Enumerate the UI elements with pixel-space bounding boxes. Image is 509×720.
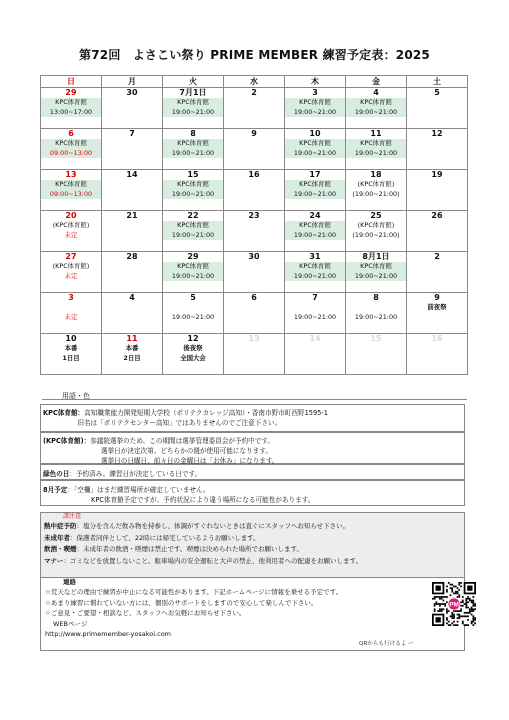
day-detail-line: 19:00~21:00 xyxy=(354,312,398,321)
day-number: 16 xyxy=(248,170,260,179)
day-number: 29 xyxy=(65,88,77,97)
notes-heat-label: 熱中症予防 xyxy=(44,522,77,530)
day-number: 13 xyxy=(248,334,260,343)
day-detail-line xyxy=(346,303,406,313)
contact-title: 連絡 xyxy=(63,578,76,586)
day-detail-line: (19:00~21:00) xyxy=(352,230,400,239)
day-detail-line: 19:00~21:00 xyxy=(346,108,406,118)
day-number: 8 xyxy=(190,129,196,138)
day-number: 20 xyxy=(65,211,77,220)
weekday-thu: 木 xyxy=(285,76,346,88)
day-detail-line: 本番 xyxy=(64,344,78,352)
legend-aug-text2: KPC体育館予定ですが、予約状況により違う場所になる可能性があります。 xyxy=(91,496,315,504)
notes-heat xyxy=(41,521,464,533)
day-number: 12 xyxy=(431,129,443,138)
calendar-day-cell xyxy=(163,211,224,252)
day-detail-line: KPC体育館 xyxy=(285,139,345,149)
calendar-day-cell xyxy=(41,88,102,129)
day-detail-line: KPC体育館 xyxy=(346,262,406,272)
day-detail-line: (KPC体育館) xyxy=(52,262,90,270)
calendar-day-cell xyxy=(163,293,224,334)
calendar-week-row xyxy=(41,252,468,293)
day-number: 6 xyxy=(68,129,74,138)
notes-box xyxy=(40,512,465,578)
day-number: 2 xyxy=(434,252,440,261)
calendar-table xyxy=(40,75,468,375)
calendar-day-cell xyxy=(41,252,102,293)
day-detail-line: KPC体育館 xyxy=(41,98,101,108)
day-number: 18 xyxy=(370,170,382,179)
calendar-day-cell xyxy=(163,252,224,293)
notes-minor-label: 未成年者 xyxy=(44,533,70,542)
day-number: 25 xyxy=(370,211,382,220)
notes-drink xyxy=(41,544,464,556)
day-number: 17 xyxy=(309,170,321,179)
day-detail-line: 前夜祭 xyxy=(427,303,447,311)
calendar-day-cell xyxy=(224,170,285,211)
day-detail-line: 19:00~21:00 xyxy=(346,149,406,159)
calendar-day-cell xyxy=(41,293,102,334)
weekday-wed: 水 xyxy=(224,76,285,88)
calendar-day-cell xyxy=(102,252,163,293)
day-detail-line: 19:00~21:00 xyxy=(171,312,215,321)
day-number: 7 xyxy=(129,129,135,138)
day-number: 3 xyxy=(68,293,74,302)
weekday-sun: 日 xyxy=(41,76,102,88)
day-number: 19 xyxy=(431,170,443,179)
legend-paren-text2: 選挙日が決定次第、どちらかの週が使用可能になります。 xyxy=(101,447,272,455)
notes-heat-text: ：塩分を含んだ飲み物を持参し、体調がすぐれないときは直ぐにスタッフへお知らせ下さい。 xyxy=(76,522,350,530)
day-number: 7月1日 xyxy=(179,88,207,97)
legend-kpc xyxy=(40,404,465,432)
day-detail-line: KPC体育館 xyxy=(285,180,345,190)
day-detail-line: 未定 xyxy=(64,230,78,239)
day-detail-line: KPC体育館 xyxy=(285,221,345,231)
day-number: 22 xyxy=(187,211,199,220)
calendar-day-cell xyxy=(102,293,163,334)
calendar-day-cell xyxy=(41,129,102,170)
calendar-day-cell xyxy=(407,88,468,129)
notes-manner-label: マナー xyxy=(44,556,64,565)
contact-line-3: ☆ご意見・ご要望・相談など、スタッフへお気軽にお知らせ下さい。 xyxy=(45,609,246,617)
day-detail-line: KPC体育館 xyxy=(163,221,223,231)
day-detail-line xyxy=(41,303,101,313)
calendar-week-row xyxy=(41,88,468,129)
legend-kpc-text: 高知職業能力開発短期大学校（ポリテクカレッジ高知）・香南市野市町西野1595-1 xyxy=(84,409,328,417)
day-detail-line: 本番 xyxy=(125,344,139,352)
day-number: 4 xyxy=(373,88,379,97)
calendar-day-cell xyxy=(41,211,102,252)
contact-line-2: ☆あまり練習に慣れていない方には、個別のサポートをしますので安心して楽しんで下さい。 xyxy=(45,598,318,607)
day-detail-line: 後夜祭 xyxy=(183,344,203,352)
calendar-week-row xyxy=(41,293,468,334)
calendar-day-cell xyxy=(224,293,285,334)
legend-green-text: ：予約済み。練習日が決定している日です。 xyxy=(69,470,202,478)
calendar-day-cell xyxy=(285,170,346,211)
day-detail-line: 19:00~21:00 xyxy=(163,108,223,118)
notes-minor xyxy=(41,533,464,545)
day-detail-line: (KPC体育館) xyxy=(357,221,395,229)
legend-paren-label: (KPC体育館)： xyxy=(43,437,91,445)
calendar-day-cell xyxy=(346,170,407,211)
calendar-week-row xyxy=(41,170,468,211)
calendar-day-cell xyxy=(346,211,407,252)
day-number: 14 xyxy=(126,170,138,179)
calendar-day-cell xyxy=(346,129,407,170)
calendar-day-cell xyxy=(163,334,224,375)
day-detail-line: (KPC体育館) xyxy=(52,221,90,229)
weekday-tue: 火 xyxy=(163,76,224,88)
contact-box xyxy=(40,577,465,651)
day-number: 23 xyxy=(248,211,260,220)
day-number: 27 xyxy=(65,252,77,261)
day-detail-line: 19:00~21:00 xyxy=(346,272,406,282)
day-number: 24 xyxy=(309,211,321,220)
day-detail-line: KPC体育館 xyxy=(163,262,223,272)
calendar-day-cell xyxy=(102,334,163,375)
day-number: 11 xyxy=(370,129,382,138)
calendar-day-cell xyxy=(346,252,407,293)
notes-manner xyxy=(41,556,464,568)
day-detail-line: 19:00~21:00 xyxy=(285,272,345,282)
day-number: 10 xyxy=(65,334,77,343)
calendar-week-row xyxy=(41,211,468,252)
calendar-day-cell xyxy=(285,334,346,375)
calendar-day-cell xyxy=(407,211,468,252)
day-detail-line: (19:00~21:00) xyxy=(352,189,400,198)
calendar-day-cell xyxy=(346,293,407,334)
day-number: 9 xyxy=(434,293,440,302)
day-number: 30 xyxy=(126,88,138,97)
legend-paren xyxy=(40,432,465,464)
calendar-day-cell xyxy=(285,88,346,129)
day-detail-line: 2日目 xyxy=(123,353,141,362)
day-detail-line: 19:00~21:00 xyxy=(163,272,223,282)
calendar-day-cell xyxy=(285,252,346,293)
calendar-day-cell xyxy=(407,170,468,211)
day-number: 8 xyxy=(373,293,379,302)
legend-aug xyxy=(40,480,465,506)
calendar-day-cell xyxy=(163,170,224,211)
calendar-day-cell xyxy=(224,88,285,129)
day-number: 28 xyxy=(126,252,138,261)
day-detail-line: 19:00~21:00 xyxy=(285,231,345,241)
qr-note: QRからも行けるよ ー xyxy=(359,641,414,647)
calendar-day-cell xyxy=(407,129,468,170)
day-number: 11 xyxy=(126,334,138,343)
qr-code-icon[interactable] xyxy=(432,582,476,626)
day-detail-line: KPC体育館 xyxy=(163,98,223,108)
day-number: 31 xyxy=(309,252,321,261)
calendar-day-cell xyxy=(407,293,468,334)
day-detail-line: 全国大会 xyxy=(180,353,206,362)
day-detail-line: KPC体育館 xyxy=(346,139,406,149)
calendar-day-cell xyxy=(224,129,285,170)
qr-badge: PM xyxy=(449,601,459,609)
day-detail-line: 19:00~21:00 xyxy=(285,190,345,200)
notes-manner-text: ：ゴミなどを放置しないこと。駐車場内の安全運転と大声の禁止、他利用者への配慮をお願いします。 xyxy=(63,556,362,565)
day-number: 26 xyxy=(431,211,443,220)
notes-title: 諸注意 xyxy=(63,513,82,520)
day-detail-line: KPC体育館 xyxy=(285,98,345,108)
day-detail-line xyxy=(163,303,223,313)
notes-drink-label: 飲酒・喫煙 xyxy=(44,545,77,553)
day-detail-line: 19:00~21:00 xyxy=(163,149,223,159)
calendar-day-cell xyxy=(224,211,285,252)
contact-line-1: ☆荒天などの理由で練習が中止になる可能性があります。下記ホームページに情報を乗せる予定です。 xyxy=(45,588,343,596)
day-number: 15 xyxy=(370,334,382,343)
calendar-day-cell xyxy=(224,252,285,293)
day-number: 16 xyxy=(431,334,443,343)
calendar-day-cell xyxy=(163,88,224,129)
day-number: 8月1日 xyxy=(362,252,390,261)
weekday-header-row xyxy=(41,76,468,88)
day-number: 12 xyxy=(187,334,199,343)
day-detail-line: 未定 xyxy=(64,312,78,321)
calendar-day-cell xyxy=(407,334,468,375)
day-number: 6 xyxy=(251,293,257,302)
legend-kpc-text2: 旧名は「ポリテクセンター高知」ではありませんのでご注意下さい。 xyxy=(51,419,282,427)
legend-green xyxy=(40,464,465,480)
calendar-day-cell xyxy=(102,170,163,211)
day-number: 5 xyxy=(434,88,440,97)
day-number: 21 xyxy=(126,211,138,220)
day-number: 29 xyxy=(187,252,199,261)
day-detail-line: (KPC体育館) xyxy=(357,180,395,188)
day-detail-line: 13:00~17:00 xyxy=(41,108,101,118)
legend-title: 用語・色 xyxy=(62,392,90,400)
day-detail-line: KPC体育館 xyxy=(41,139,101,149)
day-number: 2 xyxy=(251,88,257,97)
calendar-day-cell xyxy=(346,88,407,129)
page-title: 第72回 よさこい祭り PRIME MEMBER 練習予定表：2025 xyxy=(79,48,430,62)
day-detail-line: KPC体育館 xyxy=(163,139,223,149)
calendar-day-cell xyxy=(41,170,102,211)
day-number: 3 xyxy=(312,88,318,97)
day-number: 5 xyxy=(190,293,196,302)
day-detail-line: KPC体育館 xyxy=(163,180,223,190)
legend-paren-text1: 参議院選挙のため、この期間は選挙管理委員会が予約中です。 xyxy=(90,437,275,445)
calendar-day-cell xyxy=(163,129,224,170)
calendar-week-row xyxy=(41,334,468,375)
day-detail-line: 19:00~21:00 xyxy=(285,149,345,159)
day-detail-line: KPC体育館 xyxy=(41,180,101,190)
legend-green-label: 緑色の日 xyxy=(43,470,70,478)
day-detail-line: 1日目 xyxy=(62,353,80,362)
weekday-sat: 土 xyxy=(407,76,468,88)
day-detail-line: 09:00~13:00 xyxy=(41,190,101,200)
legend-aug-text1: ：「空欄」はまだ練習場所が確定していません。 xyxy=(67,486,210,494)
day-number: 30 xyxy=(248,252,260,261)
weekday-fri: 金 xyxy=(346,76,407,88)
day-number: 14 xyxy=(309,334,321,343)
calendar-day-cell xyxy=(224,334,285,375)
web-label: WEBページ xyxy=(53,619,88,628)
weekday-mon: 月 xyxy=(102,76,163,88)
web-url-link[interactable]: http://www.primemember-yosakoi.com xyxy=(45,629,171,638)
notes-drink-text: ：未成年者の飲酒・喫煙は禁止です。喫煙は決められた場所でお願いします。 xyxy=(76,545,303,553)
calendar-day-cell xyxy=(102,129,163,170)
day-detail-line: 19:00~21:00 xyxy=(163,190,223,200)
legend-kpc-label: KPC体育館： xyxy=(43,409,85,417)
calendar-day-cell xyxy=(285,293,346,334)
calendar-day-cell xyxy=(41,334,102,375)
calendar-day-cell xyxy=(285,129,346,170)
day-detail-line: 09:00~13:00 xyxy=(41,149,101,159)
day-detail-line xyxy=(285,303,345,313)
day-detail-line: 19:00~21:00 xyxy=(163,231,223,241)
day-number: 9 xyxy=(251,129,257,138)
day-number: 13 xyxy=(65,170,77,179)
day-number: 7 xyxy=(312,293,318,302)
calendar-week-row xyxy=(41,129,468,170)
day-detail-line: 未定 xyxy=(64,271,78,280)
day-number: 10 xyxy=(309,129,321,138)
legend-paren-text3: 選挙日の日曜日、前々日の金曜日は「お休み」になります。 xyxy=(101,457,279,465)
calendar-day-cell xyxy=(102,211,163,252)
calendar-day-cell xyxy=(407,252,468,293)
day-detail-line: KPC体育館 xyxy=(285,262,345,272)
day-detail-line: 19:00~21:00 xyxy=(293,312,337,321)
calendar-day-cell xyxy=(285,211,346,252)
day-number: 4 xyxy=(129,293,135,302)
calendar-day-cell xyxy=(346,334,407,375)
legend-divider xyxy=(42,399,467,400)
notes-minor-text: ：保護者同伴として、22時には帰宅しているようお願いします。 xyxy=(70,533,260,542)
day-number: 15 xyxy=(187,170,199,179)
calendar-day-cell xyxy=(102,88,163,129)
day-detail-line: KPC体育館 xyxy=(346,98,406,108)
day-detail-line: 19:00~21:00 xyxy=(285,108,345,118)
legend-aug-label: 8月予定 xyxy=(43,486,68,494)
